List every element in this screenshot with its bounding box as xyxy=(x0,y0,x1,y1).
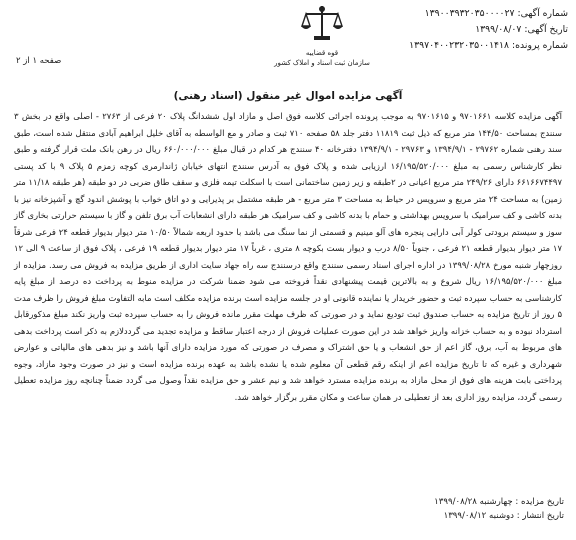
ad-date: تاریخ آگهی: ۱۳۹۹/۰۸/۰۷ xyxy=(475,24,568,35)
ad-number: شماره آگهی: ۱۳۹۰۰۳۹۳۲۰۳۵۰۰۰۰۲۷ xyxy=(424,8,568,19)
auction-date: تاریخ مزایده : چهارشنبه ۱۳۹۹/۰۸/۲۸ xyxy=(434,497,564,507)
case-number: شماره پرونده: ۱۳۹۷۰۴۰۰۲۳۲۰۳۵۰۰۱۴۱۸ xyxy=(409,40,568,51)
notice-footer xyxy=(164,496,564,523)
ad-meta xyxy=(388,6,568,54)
org-subtitle: سازمان ثبت اسناد و املاک کشور xyxy=(274,59,370,67)
notice-body: آگهی مزایده کلاسه ۹۷۰۱۶۶۱ و ۹۷۰۱۶۱۵ به موجب پرونده اجرائی کلاسه فوق اصل و مازاد اول ششدانگ پلاک ۲۰ فرعی از ۲۷۶۳ - اصلی واقع در بخش ۳ سنندج بمساحت ۱۴۴/۵۰ متر مربع که ذیل ثبت ۱۱۸۱۹ دفتر جلد ۵۸ صفحه ۷۱۰ ثبت و صادر و مع الواسطه به آقای خلیل ابراهیم آبادی منتقل شده است، طبق سند رهنی شماره ۲۹۷۶۲ - ۱۳۹۴/۹/۱ و ۲۹۷۶۳ - ۱۳۹۴/۹/۱ دفترخانه ۴۰ سنندج هر کدام در قبال مبلغ ۶۶۰/۰۰۰/۰۰۰ ریال در رهن بانک ملت قرار گرفته و طبق نظر کارشناس رسمی به مبلغ ۱۶/۱۹۵/۵۲۰/۰۰۰ ارزیابی شده و پلاک فوق به آدرس سنندج انتهای خیابان ژاندارمری کوچه زمزم ۵ پلاک ۹ با کد پستی ۶۶۱۶۶۷۴۴۹۷ دارای ۲۴۹/۲۶ متر مربع اعیانی در ۲طبقه و زیر زمین ساختمانی است با اسکلت تیمه فلزی و سقف طاق ضربی در دو طبقه (هر طبقه ۱۱/۱۸ متر زمین) به مساحت ۲۴ متر مربع و سرویس در حیاط به مساحت ۳ متر مربع - هر طبقه مشتمل بر پذیرایی و دو اتاق خواب با پوشش اندود گچ و آشپزخانه نیز با بدنه کاشی و کف سرامیک با سرویس بهداشتی و حمام با بدنه کاشی و کف سرامیک هر طبقه دارای انشعابات آب برق تلفن و گاز با سیستم حرارتی بخاری گاز سوز و سیستم برودتی کولر آبی دارایی پنجره های آلو مینیم و قسمتی از نما سنگ می باشد با حدود اربعه شمالاً ۱۰/۵۰ متر دیوار بدیوار قطعه ۲۴ فرعی شرقاً ۱۷ متر دیوار بدیوار قطعه ۲۱ فرعی ، جنوباً ۸/۵۰ درب و دیوار بست بکوچه ۸ متری ، غرباً ۱۷ متر دیوار بدیوار قطعه ۱۹ فرعی ، پلاک فوق از ساعت ۹ الی ۱۲ روزچهار شنبه مورخ ۱۳۹۹/۰۸/۲۸ در اداره اجرای اسناد رسمی سنندج واقع درسنندج سه راه جهاد سایت اداری از طریق مزایده به فروش می رسد. مزایده از مبلغ ۱۶/۱۹۵/۵۲۰/۰۰۰ ریال شروع و به بالاترین قیمت پیشنهادی نقداً فروخته می شود ضمنا شرکت در مزایده منوط به پرداخت ده درصد از مبلغ پایه کارشناسی به حساب سپرده ثبت و حضور خریدار یا نماینده قانونی او در جلسه مزایده است برنده مزایده مکلف است مابه التفاوت مبلغ فروش را ظرف مدت ۵ روز از تاریخ مزایده به حساب صندوق ثبت تودیع نماید و در صورتی که ظرف مهلت مقرر مانده فروش را به حساب سپرده ثبت واریز نکند مبلغ مذکورقابل استرداد نبوده و به حساب خزانه واریز خواهد شد در این صورت عملیات فروش از درجه اعتبار ساقط و مزایده تجدید می گرددلازم به ذکر است پرداخت بدهی های مربوط به آب، برق، گاز اعم از حق انشعاب و یا حق اشتراک و مصرف در صورتی که مورد مزایده دارای آنها باشد و نیز بدهی های مالیاتی و عوارض شهرداری و غیره که تا تاریخ مزایده اعم از اینکه رقم قطعی آن معلوم شده یا نشده باشد به عهده برنده مزایده است و نیز در صورت وجود مازاد، وجوه پرداختی بابت هزینه های فوق از محل مازاد به برنده مزایده مسترد خواهد شد و نیم عشر و حق مزایده نقداً وصول می گردد ضمناً چنانچه روز مزایده تعطیل رسمی گردد، مزایده روز اداری بعد از تعطیلی در همان ساعت و مکان مقرر برگزار خواهد شد. xyxy=(14,111,563,402)
scales-emblem-icon xyxy=(300,4,344,44)
publish-date: تاریخ انتشار : دوشنبه ۱۳۹۹/۰۸/۱۲ xyxy=(443,510,564,521)
judiciary-logo xyxy=(262,4,382,68)
org-name: قوه قضاییه xyxy=(305,49,339,57)
page-title: آگهی مزایده اموال غیر منقول (اسناد رهنی) xyxy=(173,90,403,102)
page-number: صفحه ۱ از ۲ xyxy=(16,56,62,66)
